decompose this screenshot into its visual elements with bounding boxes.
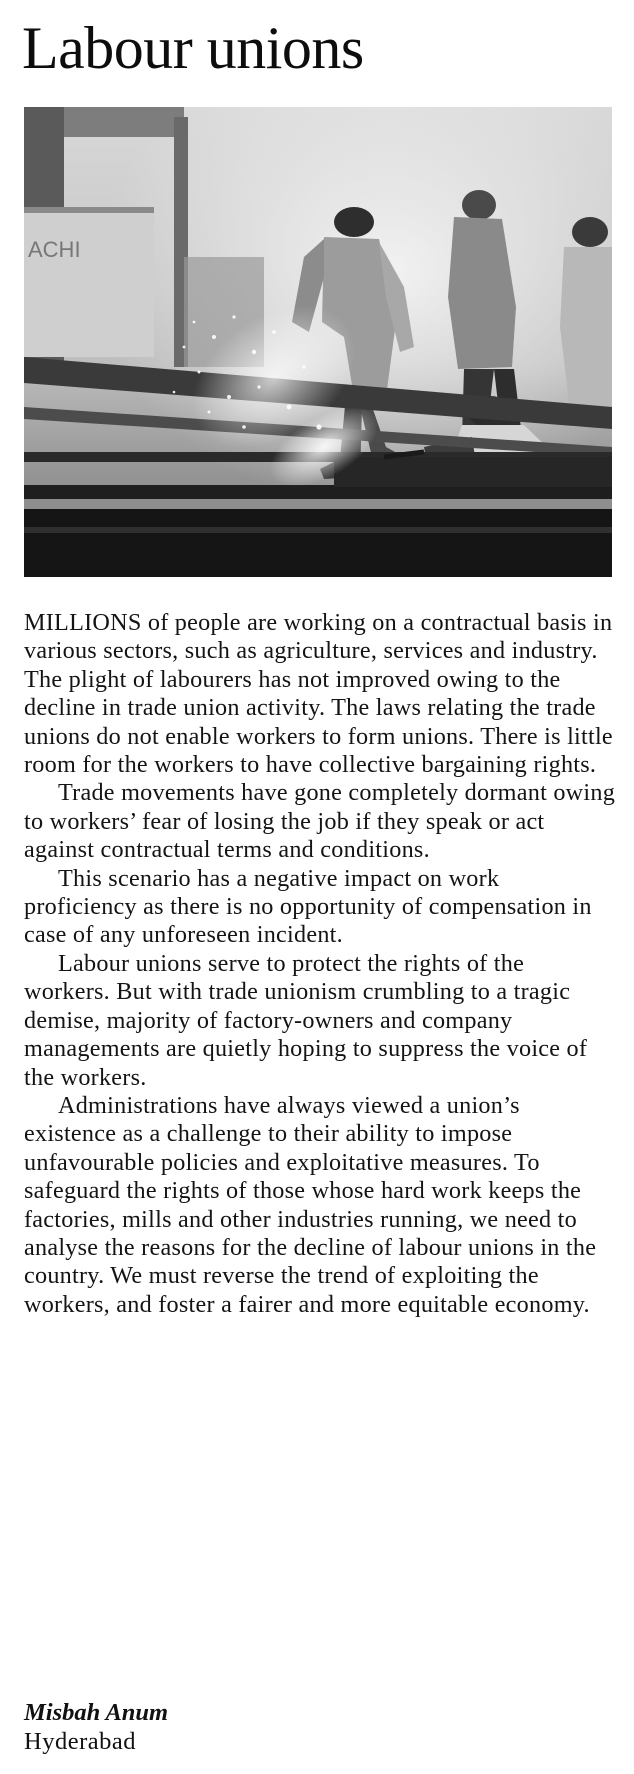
article-title: Labour unions: [22, 15, 364, 81]
article-paragraph: MILLIONS of people are working on a contractual basis in various sectors, such as agriculture, services and industry. The plight of labourers has not improved owing to the decline in trade union activity. The laws relating the trade unions do not enable workers to form unions. There is little room for the workers to have collective bargaining rights.: [24, 609, 613, 779]
svg-text:ACHI: ACHI: [28, 237, 81, 262]
author-city: Hyderabad: [24, 1728, 136, 1755]
workers-welding-photo: [24, 107, 612, 577]
article-paragraph: This scenario has a negative impact on work proficiency as there is no opportunity of compensation in case of any unforeseen incident.: [24, 864, 592, 949]
author-name: Misbah Anum: [24, 1699, 169, 1726]
article-paragraph: Labour unions serve to protect the rights of the workers. But with trade unionism crumbling to a tragic demise, majority of factory-owners and company managements are quietly hoping to suppress the voice of the workers.: [24, 949, 588, 1091]
article-paragraph: Trade movements have gone completely dormant owing to workers’ fear of losing the job if they speak or act against contractual terms and conditions.: [24, 779, 616, 864]
article-body: [24, 609, 616, 1319]
author-signature: [24, 1698, 584, 1756]
article-paragraph: Administrations have always viewed a union’s existence as a challenge to their ability to impose unfavourable policies and exploitative measures. To safeguard the rights of those whose hard work keeps the factories, mills and other industries running, we need to analyse the reasons for the decline of labour unions in the country. We must reverse the trend of exploiting the workers, and foster a fairer and more equitable economy.: [24, 1091, 597, 1318]
